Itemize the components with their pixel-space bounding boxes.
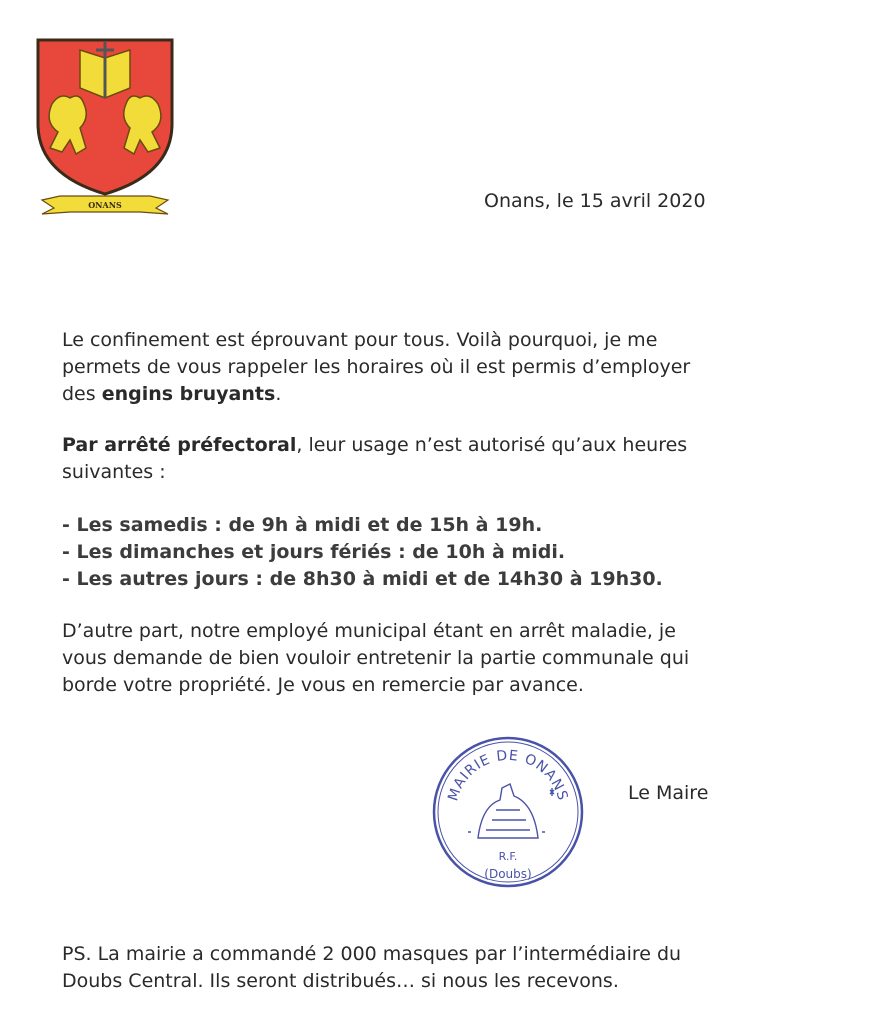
paragraph-line: vous demande de bien vouloir entretenir la partie communale qui xyxy=(62,647,690,669)
text-segment: , leur usage n’est autorisé qu’aux heures xyxy=(296,434,688,456)
paragraph-employe xyxy=(62,618,742,699)
stamp-bottom-text: (Doubs) xyxy=(484,867,532,881)
bold-text: engins bruyants xyxy=(101,383,276,405)
schedule-item: - Les dimanches et jours fériés : de 10h à midi. xyxy=(62,541,566,563)
paragraph-line xyxy=(62,381,742,408)
paragraph-line: suivantes : xyxy=(62,461,166,483)
paragraph-line: Doubs Central. Ils seront distribués… si nous les recevons. xyxy=(62,970,619,992)
crest-banner-text: ONANS xyxy=(88,200,122,210)
letter-date: Onans, le 15 avril 2020 xyxy=(484,190,706,212)
bold-text: Par arrêté préfectoral xyxy=(62,434,297,456)
paragraph-line xyxy=(62,432,742,459)
text-segment: . xyxy=(275,383,282,405)
stamp-top-text: MAIRIE DE ONANS xyxy=(445,747,571,803)
paragraph-line: permets de vous rappeler les horaires où il est permis d’employer xyxy=(62,356,691,378)
schedule-item: - Les samedis : de 9h à midi et de 15h à 19h. xyxy=(62,514,543,536)
text-segment: des xyxy=(62,383,102,405)
stamp-village-emblem xyxy=(468,784,554,838)
coat-of-arms-logo xyxy=(30,36,180,218)
postscript xyxy=(62,941,742,995)
paragraph-line: D’autre part, notre employé municipal étant en arrêt maladie, je xyxy=(62,620,676,642)
paragraph-arrete xyxy=(62,432,742,486)
schedule-list xyxy=(62,512,742,593)
schedule-item: - Les autres jours : de 8h30 à midi et de 14h30 à 19h30. xyxy=(62,568,663,590)
paragraph-confinement xyxy=(62,327,742,408)
stamp-center-text: R.F. xyxy=(498,850,518,863)
mairie-stamp xyxy=(430,734,586,890)
paragraph-line: Le confinement est éprouvant pour tous. Voilà pourquoi, je me xyxy=(62,329,658,351)
paragraph-line: borde votre propriété. Je vous en remercie par avance. xyxy=(62,674,584,696)
signature-le-maire: Le Maire xyxy=(628,782,709,804)
paragraph-line: PS. La mairie a commandé 2 000 masques par l’intermédiaire du xyxy=(62,943,682,965)
